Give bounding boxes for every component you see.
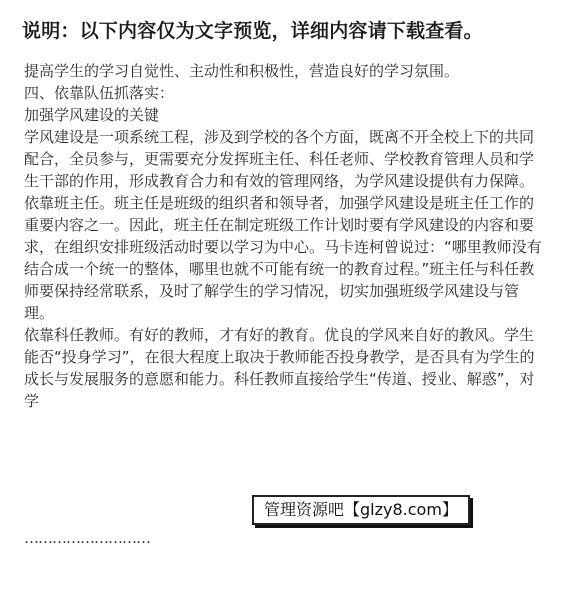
site-watermark: 管理资源吧【glzy8.com】 bbox=[252, 495, 470, 525]
paragraph: 提高学生的学习自觉性、主动性和积极性，营造良好的学习氛围。 bbox=[24, 62, 460, 80]
paragraph: 学风建设是一项系统工程，涉及到学校的各个方面，既离不开全校上下的共同配合，全员参与，更需要充分发挥班主任、科任老师、学校教育管理人员和学生干部的作用，形成教育合力和有效的管理网络，为学风建设提供有力保障。 bbox=[24, 128, 535, 190]
truncation-ellipsis: ……………………… bbox=[24, 529, 150, 547]
paragraph: 依靠科任教师。有好的教师，才有好的教育。优良的学风来自好的教风。学生能否“投身学习”，在很大程度上取决于教师能否投身教学，是否具有为学生的成长与发展服务的意愿和能力。科任教师直接给学生“传道、授业、解惑”，对学 bbox=[24, 326, 535, 410]
document-body bbox=[24, 60, 546, 412]
section-heading: 四、依靠队伍抓落实： bbox=[24, 84, 175, 102]
paragraph: 依靠班主任。班主任是班级的组织者和领导者，加强学风建设是班主任工作的重要内容之一。因此，班主任在制定班级工作计划时要有学风建设的内容和要求，在组织安排班级活动时要以学习为中心。马卡连柯曾说过：“哪里教师没有结合成一个统一的整体，哪里也就不可能有统一的教育过程。”班主任与科任教师要保持经常联系，及时了解学生的学习情况，切实加强班级学风建设与管理。 bbox=[24, 194, 542, 322]
subheading: 加强学风建设的关键 bbox=[24, 106, 160, 124]
preview-notice: 说明：以下内容仅为文字预览，详细内容请下载查看。 bbox=[22, 20, 483, 42]
